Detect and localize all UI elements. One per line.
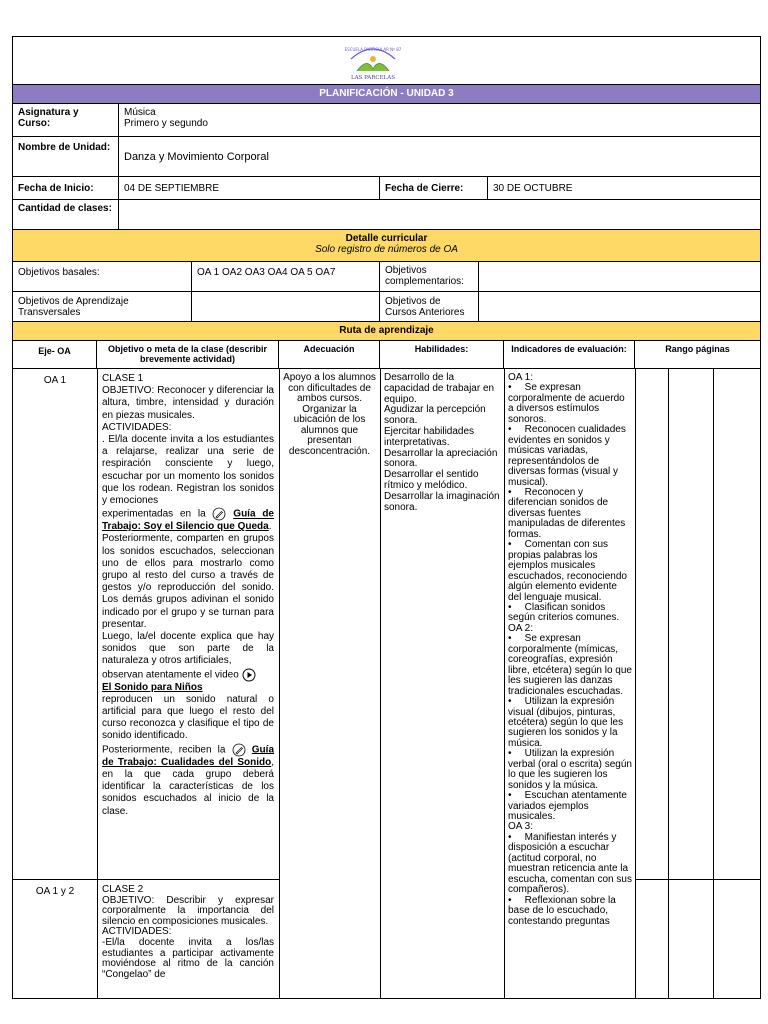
- clase1-p2: Posteriormente, comparten en grupos los sonidos escuchados, seleccionan uno de ellos para mostrarlo como grupo al resto del curso a través de gestos y/o reproducción del sonido. Los demás grupos adivinan el sonido indicado por el grupo y se turnan para presentar.: [102, 533, 274, 630]
- guia2-link[interactable]: Guía de Trabajo: Cualidades del Sonido: [102, 744, 275, 768]
- cantidad-label: Cantidad de clases:: [13, 200, 119, 229]
- complementarios-value: [479, 262, 760, 291]
- row-basales: [13, 262, 760, 292]
- ruta-column-headers: [13, 341, 760, 369]
- row-fechas: [13, 177, 760, 200]
- col-rango: Rango páginas: [665, 344, 730, 354]
- basales-value: OA 1 OA2 OA3 OA4 OA 5 OA7: [192, 262, 380, 291]
- clase2-eje: OA 1 y 2: [35, 886, 75, 897]
- ruta-header: [13, 322, 760, 341]
- fecha-cierre-label: Fecha de Cierre:: [380, 177, 488, 199]
- clase1-adecuacion: Apoyo a los alumnos con dificultades de ambos cursos. Organizar la ubicación de los alumnos que presentan desconcentración.: [283, 372, 376, 457]
- row-transversales: [13, 292, 760, 322]
- pencil-circle-icon: [232, 743, 246, 757]
- clase2-objetivo-cell: [102, 885, 274, 980]
- clase1-p1b: experimentadas en la: [102, 508, 206, 520]
- clase2-actividades: ACTIVIDADES:: [102, 926, 172, 938]
- ruta-body: [13, 369, 760, 998]
- asignatura-label: Asignatura y Curso:: [13, 104, 119, 136]
- clase1-guia1-line: experimentadas en la Guía de Trabajo: Soy el Silencio que Queda.: [102, 508, 274, 533]
- clase1-guia2-line: [102, 743, 274, 818]
- basales-label: Objetivos basales:: [13, 262, 192, 291]
- transversales-value: [192, 292, 380, 321]
- clase1-actividades: ACTIVIDADES:: [102, 421, 172, 433]
- clase1-p1: . El/la docente invita a los estudiantes a relajarse, realizar una serie de respiración consciente y luego, escuchar por un momento los sonidos que los rodean. Registran los sonidos y emociones: [102, 434, 274, 507]
- play-circle-icon[interactable]: [242, 668, 256, 682]
- clase1-objetivo-cell: [102, 373, 274, 818]
- clase2-titulo: CLASE 2: [102, 884, 144, 895]
- fecha-inicio-value: 04 DE SEPTIEMBRE: [119, 177, 380, 199]
- fecha-inicio-label: Fecha de Inicio:: [13, 177, 119, 199]
- nombre-unidad-value: Danza y Movimiento Corporal: [124, 151, 269, 163]
- anteriores-label: Objetivos de Cursos Anteriores: [380, 292, 479, 321]
- banner-title: PLANIFICACIÓN - UNIDAD 3: [319, 88, 454, 99]
- pencil-circle-icon: [212, 507, 226, 521]
- unit-banner: [13, 85, 760, 104]
- asignatura-value: [119, 104, 760, 136]
- clase1-p5a: Posteriormente, reciben la: [102, 744, 226, 756]
- clase1-indicadores: OA 1: • Se expresan corporalmente de acuerdo a diversos estímulos sonoros. • Reconocen cualidades evidentes en sonidos y músicas variadas, representándolos de diversas formas (visual y musical). • Reconocen y diferencian sonidos de diversas fuentes manipuladas de diferentes formas. • Comentan con sus propias palabras los ejemplos musicales escuchados, reconociendo algún elemento evidente del lenguaje musical. • Clasifican sonidos según criterios comunes. OA 2: • Se expresan corporalmente (mímicas, coreografías, expresión libre, etcétera) según lo que les sugieren las danzas tradicionales escuchadas. • Utilizan la expresión visual (dibujos, pinturas, etcétera) según lo que les sugieren los sonidos y la música. • Utilizan la expresión verbal (oral o escrita) según lo que les sugieren los sonidos y la música. • Escuchan atentamente variados ejemplos musicales. OA 3: • Manifiestan interés y disposición a escuchar (actitud corporal, no muestran reticencia ante la escucha, comentan con sus compañeros). • Reflexionan sobre la base de lo escuchado, contestando preguntas: [508, 372, 632, 927]
- asignatura-value-2: Primero y segundo: [124, 118, 208, 129]
- clase1-p5b: , en la que cada grupo deberá identificar la características de los sonidos escuchados al inicio de la clase.: [102, 756, 274, 817]
- clase2-p1: -El/la docente invita a los/las estudiantes a participar activamente moviéndose al ritmo de la canción “Congelao” de: [102, 936, 274, 980]
- clase1-video-line: [102, 668, 274, 682]
- clase1-p4: reproducen un sonido natural o artificial para que luego el resto del curso reconozca y clasifique el tipo de sonido identificado.: [102, 693, 274, 742]
- curricular-header: [13, 230, 760, 262]
- planning-document: [12, 36, 761, 999]
- col-habilidades: Habilidades:: [380, 341, 504, 368]
- clase1-p3b: observan atentamente el video: [102, 669, 239, 681]
- cantidad-value: [119, 200, 760, 229]
- guia1-link[interactable]: Guía de Trabajo: Soy el Silencio que Queda: [102, 508, 274, 533]
- curricular-title: Detalle curricular: [345, 233, 428, 244]
- curricular-subtitle: Solo registro de números de OA: [315, 244, 458, 255]
- anteriores-value: [479, 292, 760, 321]
- clase1-habilidades: Desarrollo de la capacidad de trabajar en equipo. Agudizar la percepción sonora. Ejercitar habilidades interpretativas. Desarrollar la apreciación sonora. Desarrollar el sentido rítmico y melódico. Desarrollar la imaginación sonora.: [384, 372, 500, 513]
- clase1-p3: Luego, la/el docente explica que hay sonidos que son parte de la naturaleza y otros artificiales,: [102, 631, 274, 667]
- row-cantidad: [13, 200, 760, 230]
- transversales-label: Objetivos de Aprendizaje Transversales: [13, 292, 192, 321]
- ruta-title: Ruta de aprendizaje: [339, 325, 434, 336]
- col-indicadores: Indicadores de evaluación:: [504, 341, 635, 368]
- col-objetivo: Objetivo o meta de la clase (describir brevemente actividad): [97, 341, 279, 368]
- logo-row: [13, 37, 760, 85]
- clase1-objetivo: OBJETIVO: Reconocer y diferenciar la altura, timbre, intensidad y duración en piezas musicales.: [102, 385, 274, 421]
- nombre-unidad-label: Nombre de Unidad:: [13, 137, 119, 176]
- clase1-eje: OA 1: [43, 375, 67, 386]
- svg-text:LAS PARCELAS: LAS PARCELAS: [350, 75, 396, 81]
- svg-text:ESCUELA PARTICULAR Nº 87: ESCUELA PARTICULAR Nº 87: [344, 47, 402, 52]
- asignatura-value-1: Música: [124, 107, 156, 118]
- fecha-cierre-value: 30 DE OCTUBRE: [493, 183, 573, 194]
- clase2-objetivo: OBJETIVO: Describir y expresar corporalmente la importancia del silencio en composiciones musicales.: [102, 894, 274, 927]
- complementarios-label: Objetivos complementarios:: [380, 262, 479, 291]
- school-logo-icon: [343, 41, 403, 81]
- row-nombre-unidad: [13, 137, 760, 177]
- video-link[interactable]: El Sonido para Niños: [102, 681, 203, 693]
- col-adecuacion: Adecuación: [279, 341, 380, 368]
- row-asignatura: [13, 104, 760, 137]
- clase1-titulo: CLASE 1: [102, 373, 144, 384]
- col-eje: Eje- OA: [13, 341, 97, 368]
